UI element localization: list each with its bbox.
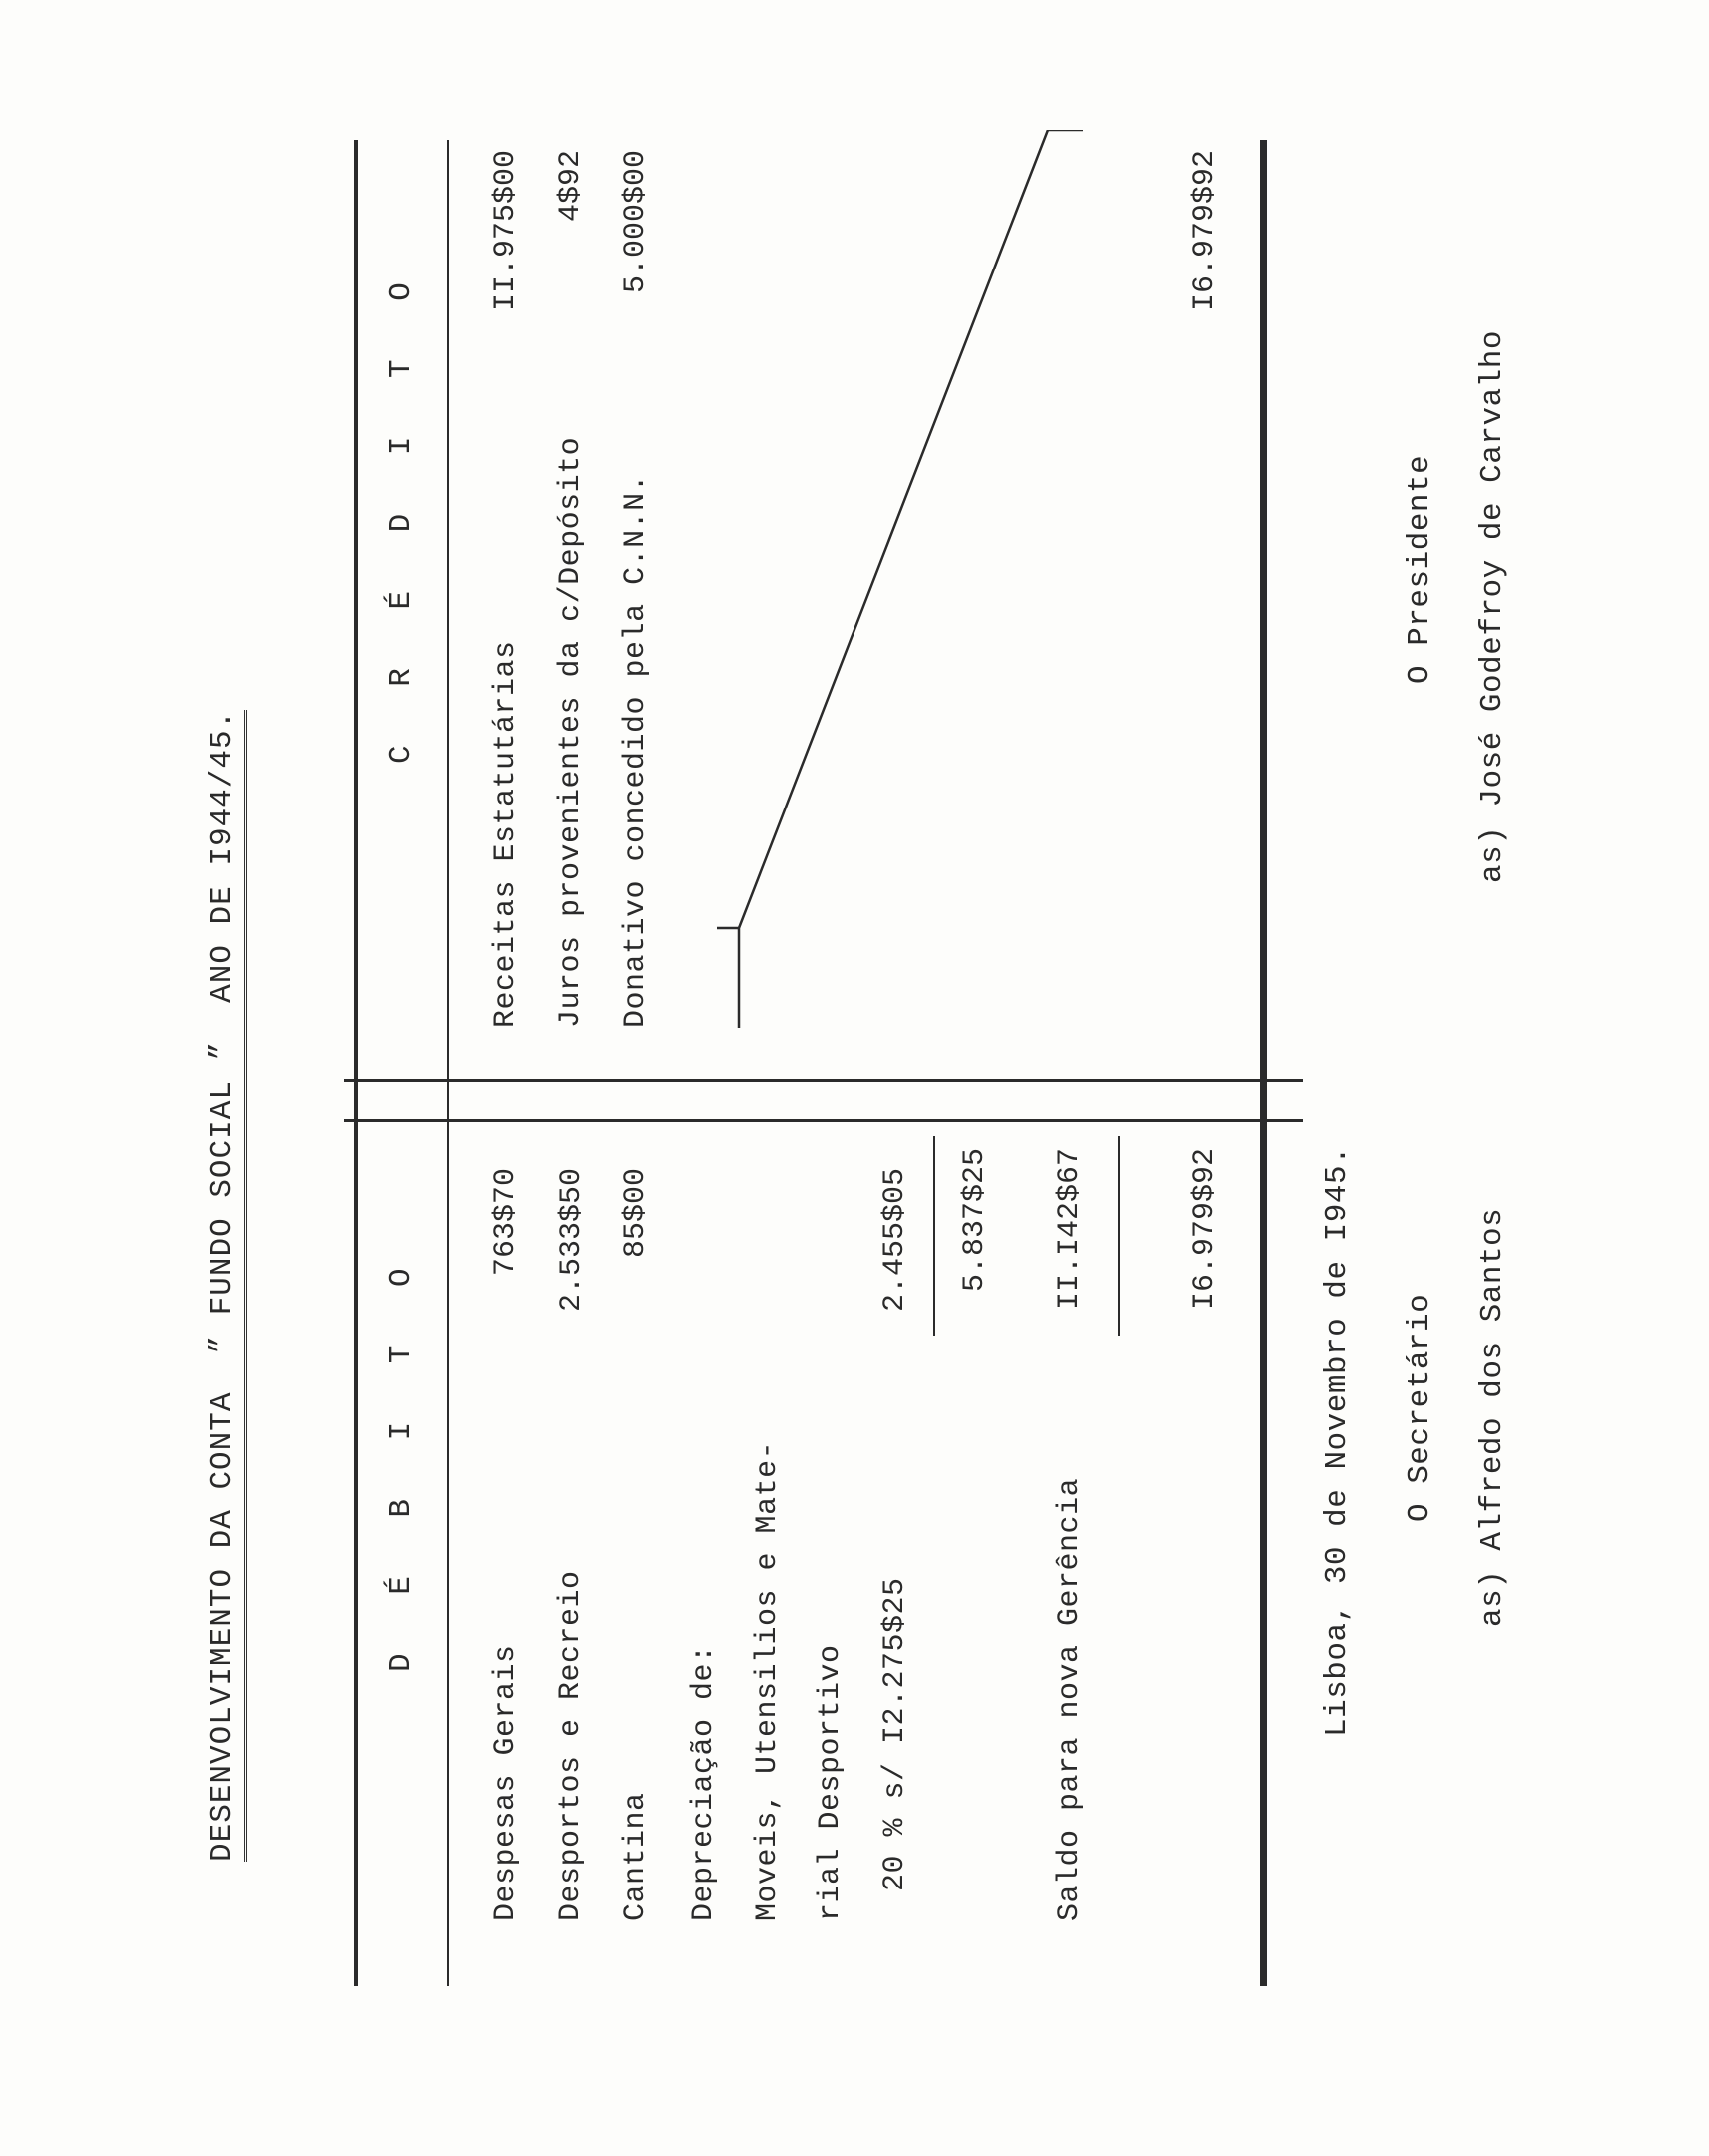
debit-line-cantina: Cantina bbox=[619, 1792, 653, 1921]
credit-line-donativo: Donativo concedido pela C.N.N. bbox=[619, 473, 653, 1028]
debit-line-depreciacao: Depreciação de: bbox=[687, 1644, 721, 1921]
credit-header: C R É D I T O bbox=[384, 263, 419, 764]
place-date: Lisboa, 30 de Novembro de I945. bbox=[1320, 1145, 1355, 1737]
president-title: O Presidente bbox=[1403, 454, 1437, 684]
debit-line-saldo: Saldo para nova Gerência bbox=[1053, 1477, 1087, 1921]
secretary-title: O Secretário bbox=[1403, 1293, 1437, 1522]
title-part-3: ANO DE I944/45. bbox=[205, 709, 240, 1003]
subtotal-rule bbox=[933, 1136, 935, 1336]
center-divider-left bbox=[344, 1119, 1303, 1122]
debit-line-despesas: Despesas Gerais bbox=[489, 1644, 523, 1921]
secretary-signature: as) Alfredo dos Santos bbox=[1475, 1207, 1510, 1627]
debit-amount-desportos: 2.533$50 bbox=[555, 1168, 589, 1313]
title-part-1: DESENVOLVIMENTO DA CONTA bbox=[205, 1391, 240, 1862]
debit-line-material: rial Desportivo bbox=[814, 1644, 848, 1921]
debit-amount-cantina: 85$00 bbox=[619, 1168, 653, 1259]
table-bottom-rule bbox=[1260, 140, 1267, 1986]
credit-line-receitas: Receitas Estatutárias bbox=[489, 640, 523, 1028]
debit-line-desportos: Desportos e Recreio bbox=[554, 1570, 588, 1921]
document-title bbox=[205, 710, 247, 1862]
debit-line-percent: 20 % s/ I2.275$25 bbox=[878, 1577, 912, 1891]
debit-amount-despesas: 763$70 bbox=[489, 1168, 523, 1277]
credit-amount-receitas: II.975$00 bbox=[489, 150, 523, 312]
credit-line-juros: Juros provenientes da c/Depósito bbox=[554, 436, 588, 1028]
president-signature: as) José Godefroy de Carvalho bbox=[1475, 330, 1510, 883]
credit-total: I6.979$92 bbox=[1188, 150, 1222, 312]
debit-line-moveis: Moveis, Utensilios e Mate- bbox=[751, 1440, 785, 1921]
credit-amount-donativo: 5.000$00 bbox=[619, 150, 653, 294]
debit-amount-saldo: II.I42$67 bbox=[1053, 1148, 1087, 1311]
credit-amount-juros: 4$92 bbox=[554, 150, 588, 223]
table-top-rule bbox=[354, 140, 358, 1986]
debit-total: I6.979$92 bbox=[1188, 1148, 1222, 1311]
total-rule-debit bbox=[1118, 1136, 1120, 1336]
center-divider-right bbox=[344, 1079, 1303, 1082]
debit-header: D É B I T O bbox=[384, 1248, 419, 1672]
title-part-2: ” FUNDO SOCIAL ” bbox=[205, 1040, 240, 1354]
debit-amount-depreciation: 2.455$05 bbox=[878, 1168, 912, 1313]
header-rule bbox=[447, 140, 449, 1986]
debit-subtotal: 5.837$25 bbox=[958, 1148, 992, 1293]
credit-closing-line bbox=[699, 130, 1148, 1028]
